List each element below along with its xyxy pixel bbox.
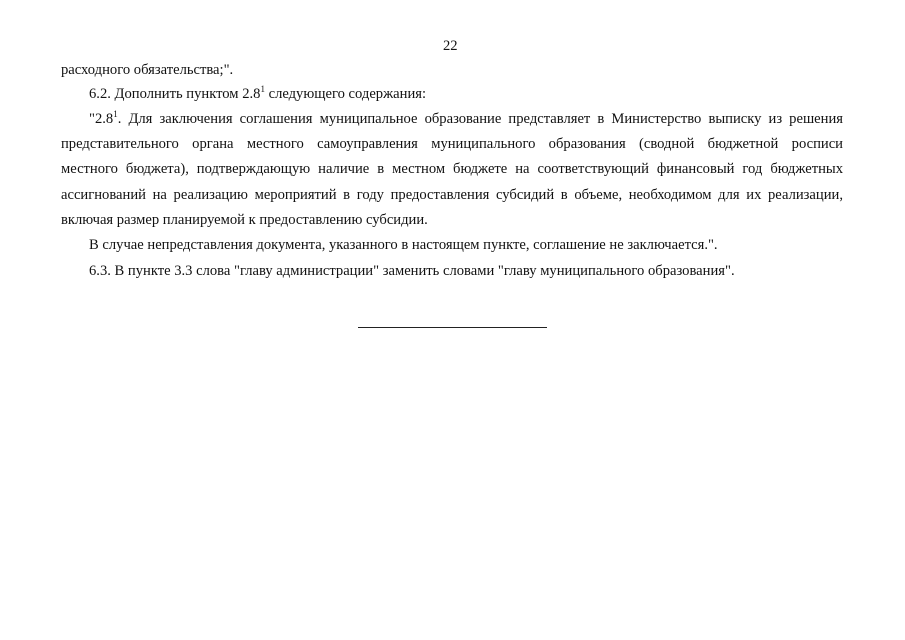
paragraph-line: ассигнований на реализацию мероприятий в году предоставления субсидий в объеме, необходимом для их реализации, (61, 187, 843, 203)
paragraph-line: включая размер планируемой к предоставлению субсидии. (61, 212, 428, 228)
paragraph-6-3: 6.3. В пункте 3.3 слова "главу администрации" заменить словами "главу муниципального образования". (89, 263, 735, 279)
separator-line (358, 327, 547, 328)
text: 6.2. Дополнить пунктом 2.8 (89, 86, 261, 102)
superscript: 1 (260, 84, 265, 94)
text: следующего содержания: (264, 86, 427, 102)
superscript: 1 (113, 109, 118, 119)
page-number: 22 (443, 38, 458, 54)
paragraph-line: расходного обязательства;". (61, 62, 234, 78)
text: . Для заключения соглашения муниципальное образование представляет в Министерство выписку из решения (117, 111, 843, 127)
paragraph-line: местного бюджета), подтверждающую наличие в местном бюджете на соответствующий финансовый год бюджетных (61, 161, 843, 177)
text: "2.8 (89, 111, 114, 127)
paragraph-2-8-line (89, 110, 843, 128)
paragraph-line: представительного органа местного самоуправления муниципального образования (сводной бюджетной росписи (61, 136, 843, 152)
paragraph-6-2 (89, 85, 843, 103)
paragraph-line: В случае непредставления документа, указанного в настоящем пункте, соглашение не заключается.". (89, 237, 718, 253)
